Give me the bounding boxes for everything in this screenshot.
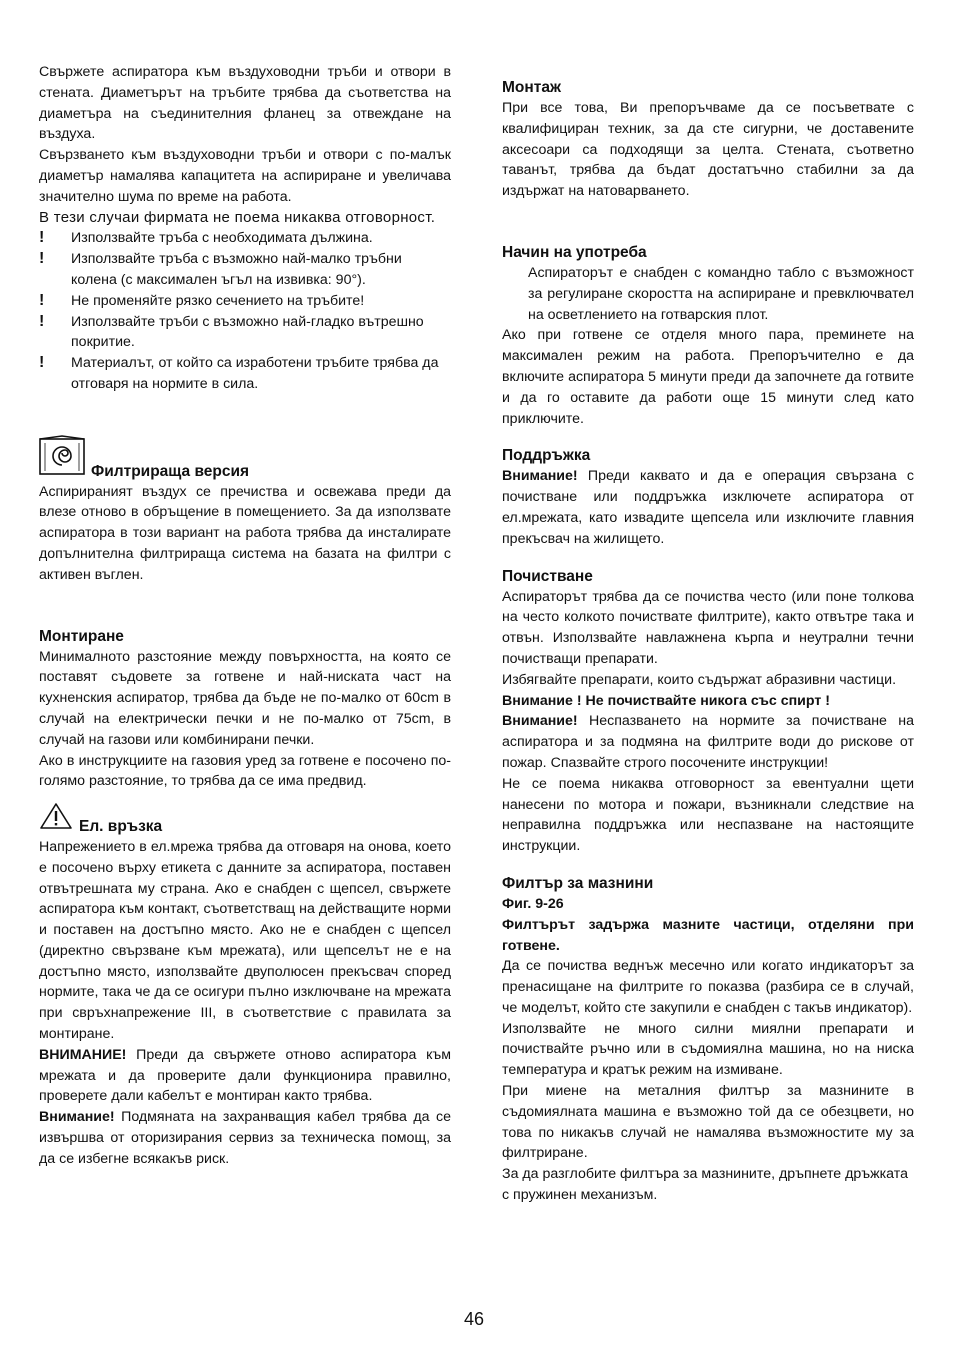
intro-paragraph-1: Свържете аспиратора към въздуховодни тръби и отвори в стената. Диаметърът на тръбите трябва да съответства на диаметъра на съединителния фланец за отвеждане на въздуха. [39,64,451,143]
montaj-heading: Монтаж [502,79,561,96]
cleaning-heading: Почистване [502,567,593,585]
exclamation-mark: ! [39,250,45,268]
grease-paragraph-1: Да се почиства веднъж месечно или когато индикаторът за пренасищане на филтрите го показва (разбира се в случай, че моделът, който сте закупили е снабден с такъв индикатор). [502,958,914,1016]
cleaning-paragraph-2: Избягвайте препарати, които съдържат абразивни частици. [502,671,897,688]
electrical-paragraph-2: ВНИМАНИЕ! Преди да свържете отново аспиратора към мрежата и да проверите дали функционира правилно, проверете дали кабелът е монтиран както трябва. [39,1046,451,1105]
grease-filter-bold-text: Филтърът задържа мазните частици, отделяни при готвене. [502,916,914,954]
exclamation-mark: ! [39,354,45,372]
grease-paragraph-2: Използвайте не много силни миялни препарати и почиствайте ръчно или в съдомиялна машина, но на ниска температура и кратък режим на измиване. [502,1020,914,1079]
usage-paragraph-1: Аспираторът е снабден с командно табло с възможност за регулиране скоростта на аспириране и превключвател на осветлението на готварския плот. [528,264,914,323]
maintenance-heading: Поддръжка [502,447,591,465]
maintenance-text: Внимание! Преди каквато и да е операция свързана с почистване или поддръжка изключете аспиратора от ел.мрежата, като извадите щепсела или изключите главния прекъсвач на жилището. [502,468,914,547]
electrical-heading: Ел. връзка [79,817,163,835]
filter-recirculation-icon [39,435,85,482]
usage-heading: Начин на употреба [502,243,647,261]
grease-filter-heading: Филтър за мазнини [502,874,654,892]
warning-triangle-icon [39,802,73,837]
cleaning-paragraph-1: Аспираторът трябва да се почиства често (или поне толкова на често колкото почиствате филтрите), както отвътре така и отвън. Използвайте навлажнена кърпа и неутрални течни почистващи препарати. [502,588,914,667]
exclamation-mark: ! [39,312,45,330]
grease-paragraph-3: При миене на металния филтър за мазнините в съдомиялната машина е възможно той да се обезцвети, но това по никакъв случай не намалява възможностите му за филтриране. [502,1083,914,1162]
cleaning-paragraph-4: Не се поема никаква отговорност за евентуални щети нанесени по мотора и пожари, възникнали следствие на неправилна поддръжка или неспазване на настоящите инструкции. [502,775,914,855]
left-column [39,62,451,1170]
figure-reference: Фиг. 9-26 [502,895,564,912]
list-item: ! Използвайте тръба с необходимата дължина. [39,228,451,249]
intro-paragraph-3: В тези случаи фирмата не поема никаква отговорност. [39,208,436,226]
filter-heading: Филтрираща версия [91,462,250,480]
exclamation-mark: ! [39,291,45,309]
list-item: ! Използвайте тръба с възможно най-малко тръбни колена (с максимален ъгъл на извивка: 90°). [39,250,402,288]
exclamation-mark: ! [39,229,45,247]
mounting-paragraph-2: Ако в инструкциите на газовия уред за готвене е посочено по-голямо разстояние, то трябва да се има предвид. [39,752,451,790]
list-item: ! Не променяйте рязко сечението на тръбите! [39,291,451,312]
electrical-heading-row [39,802,451,837]
duct-requirements-list [39,228,451,394]
grease-paragraph-4: За да разглобите филтъра за мазнините, дръпнете дръжката с пружинен механизъм. [502,1166,908,1204]
electrical-paragraph-1: Напрежението в ел.мрежа трябва да отговаря на онова, което е посочено върху етикета с данните за аспиратора, поставен отвътрешната му страна. Ако е снабден с щепсел, свържете аспиратора към контакт, съответстващ на действащите норми и поставен на достъпно място. Ако не е снабден с щепсел (директно свързване към мрежата), или щепселът не е на достъпно място, използвайте двуполюсен прекъсвач според нормите, така че да се осигури пълно изключване на мрежата при свръхнапрежение III, в съответствие с правилата за монтиране. [39,838,451,1043]
filter-heading-row [39,435,451,482]
filter-text: Аспирираният въздух се пречиства и освежава преди да влезе отново в обръщение в помещението. За да използвате аспиратора в този вариант на работа трябва да инсталирате допълнителна филтрираща система на базата на филтри с активен въглен. [39,483,451,583]
cleaning-paragraph-3: Внимание! Неспазването на нормите за почистване на аспиратора и за подмяна на филтрите води до рискове от пожар. Спазвайте строго посочените инструкции! [502,713,914,771]
usage-paragraph-2: Ако при готвене се отделя много пара, преминете на максимален режим на работа. Препоръчително е да включите аспиратора 5 минути преди да започнете да готвите и да го оставите да работи още 15 минути след като приключите. [502,327,914,427]
montaj-text: При все това, Ви препоръчваме да се посъветвате с квалифициран техник, за да сте сигурни, че доставените аксесоари са подходящи за целта. Стената, съответно таванът, трябва да бъдат достатъчно стабилни за да издържат на натоварването. [502,100,914,200]
electrical-paragraph-3: Внимание! Подмяната на захранващия кабел трябва да се извършва от оторизирания сервиз за техническа помощ, за да се избегне всякакъв риск. [39,1109,451,1167]
right-column [502,77,914,1206]
list-item: ! Материалът, от който са изработени тръбите трябва да отговаря на нормите в сила. [39,354,439,392]
mounting-paragraph-1: Минималното разстояние между повърхността, на която се поставят съдовете за готвене и най-ниската част на кухненския аспиратор, трябва да бъде не по-малко от 60cm в случай на електрически печки и не по-малко от 75cm, в случай на газови или комбинирани печки. [39,648,451,748]
mounting-heading: Монтиране [39,627,124,645]
list-item: ! Използвайте тръби с възможно най-гладко вътрешно покритие. [39,312,424,351]
page-number: 46 [464,1309,485,1329]
intro-paragraph-2: Свързването към въздуховодни тръби и отвори с по-малък диаметър намалява капацитета на аспириране и увеличава значително шума по време на работа. [39,147,451,205]
cleaning-warning: Внимание ! Не почиствайте никога със спирт ! [502,692,830,709]
